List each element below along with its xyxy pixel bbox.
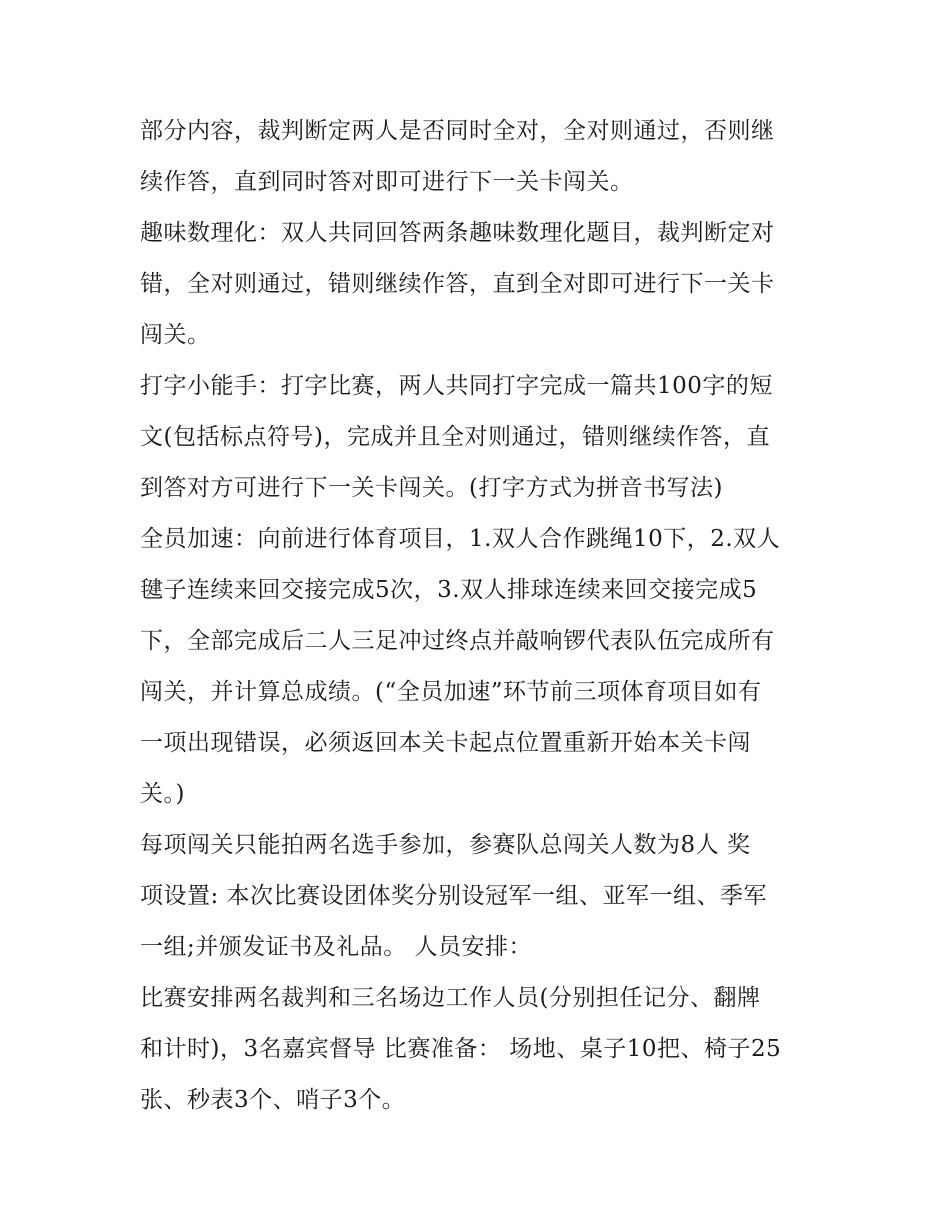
paragraph-judging-continuation — [140, 106, 820, 208]
paragraph-all-speed-up — [140, 514, 820, 820]
text-line: 到答对方可进行下一关卡闯关。(打字方式为拼音书写法) — [140, 475, 723, 501]
text-line: 每项闯关只能拍两名选手参加，参赛队总闯关人数为8人 奖 — [140, 832, 751, 858]
text-line: 打字小能手：打字比赛，两人共同打字完成一篇共100字的短 — [140, 373, 773, 399]
paragraph-participants-awards — [140, 820, 820, 973]
text-line: 文(包括标点符号)，完成并且全对则通过，错则继续作答，直 — [140, 424, 770, 450]
text-line: 闯关，并计算总成绩。(“全员加速”环节前三项体育项目如有 — [140, 679, 762, 705]
paragraph-staff-preparation — [140, 973, 820, 1126]
text-line: 部分内容，裁判断定两人是否同时全对，全对则通过，否则继 — [140, 118, 775, 144]
text-line: 项设置: 本次比赛设团体奖分别设冠军一组、亚军一组、季军 — [140, 883, 768, 909]
text-line: 比赛安排两名裁判和三名场边工作人员(分别担任记分、翻牌 — [140, 985, 761, 1011]
text-line: 一项出现错误，必须返回本关卡起点位置重新开始本关卡闯 — [140, 730, 751, 756]
text-line: 关。) — [140, 781, 185, 807]
text-line: 错，全对则通过，错则继续作答，直到全对即可进行下一关卡 — [140, 271, 775, 297]
text-line: 趣味数理化：双人共同回答两条趣味数理化题目，裁判断定对 — [140, 220, 775, 246]
paragraph-math-physics-chemistry — [140, 208, 820, 361]
text-line: 毽子连续来回交接完成5次，3.双人排球连续来回交接完成5 — [140, 577, 758, 603]
paragraph-typing-contest — [140, 361, 820, 514]
text-line: 张、秒表3个、哨子3个。 — [140, 1087, 406, 1113]
text-line: 下，全部完成后二人三足冲过终点并敲响锣代表队伍完成所有 — [140, 628, 775, 654]
text-line: 和计时)，3名嘉宾督导 比赛准备： 场地、桌子10把、椅子25 — [140, 1036, 782, 1062]
text-line: 全员加速：向前进行体育项目，1.双人合作跳绳10下，2.双人 — [140, 526, 781, 552]
document-page — [140, 106, 820, 1126]
text-line: 一组;并颁发证书及礼品。 人员安排： — [140, 934, 533, 960]
text-line: 闯关。 — [140, 322, 211, 348]
text-line: 续作答，直到同时答对即可进行下一关卡闯关。 — [140, 169, 634, 195]
